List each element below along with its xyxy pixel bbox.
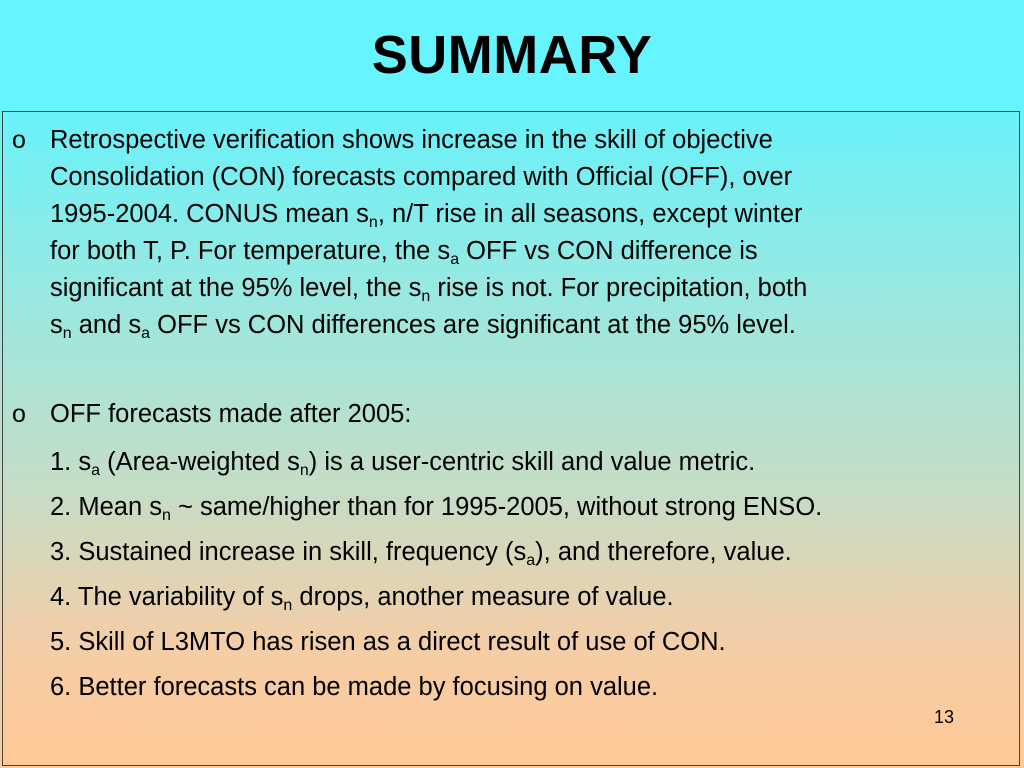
numbered-item-2: 2. Mean $s_n$ ~ same/higher than for 1995-2005, without strong ENSO.	[50, 493, 823, 524]
bullet-line: $s_n$ and $s_a$ OFF vs CON differences are significant at the 95% level.	[50, 311, 796, 342]
slide-title: SUMMARY	[371, 25, 653, 85]
bullet-marker: o	[12, 126, 26, 154]
bullet-line: significant at the 95% level, the $s_n$ rise is not. For precipitation, both	[50, 274, 808, 305]
page-number: 13	[934, 707, 955, 727]
numbered-item-4: 4. The variability of $s_n$ drops, another measure of value.	[50, 583, 674, 614]
numbered-item-1: 1. $s_a$ (Area-weighted $s_n$) is a user-centric skill and value metric.	[50, 448, 756, 479]
bullet-line: Retrospective verification shows increase in the skill of objective	[50, 126, 773, 154]
bullet-marker: o	[12, 400, 26, 428]
numbered-item-5: 5. Skill of L3MTO has risen as a direct result of use of CON.	[50, 628, 726, 656]
numbered-item-3: 3. Sustained increase in skill, frequency $(s_a)$, and therefore, value.	[50, 538, 792, 569]
bullet-line: 1995-2004. CONUS mean $s_n$, n/T rise in all seasons, except winter	[50, 200, 803, 231]
bullet-2-text	[50, 396, 1000, 433]
bullet-line: Consolidation (CON) forecasts compared with Official (OFF), over	[50, 163, 793, 191]
numbered-item-6: 6. Better forecasts can be made by focusing on value.	[50, 673, 659, 701]
bullet-line: OFF forecasts made after 2005:	[50, 400, 412, 428]
title-bar	[0, 0, 1024, 110]
bullet-1-text	[50, 122, 1000, 344]
bullet-line: for both T, P. For temperature, the $s_a$ OFF vs CON difference is	[50, 237, 758, 268]
